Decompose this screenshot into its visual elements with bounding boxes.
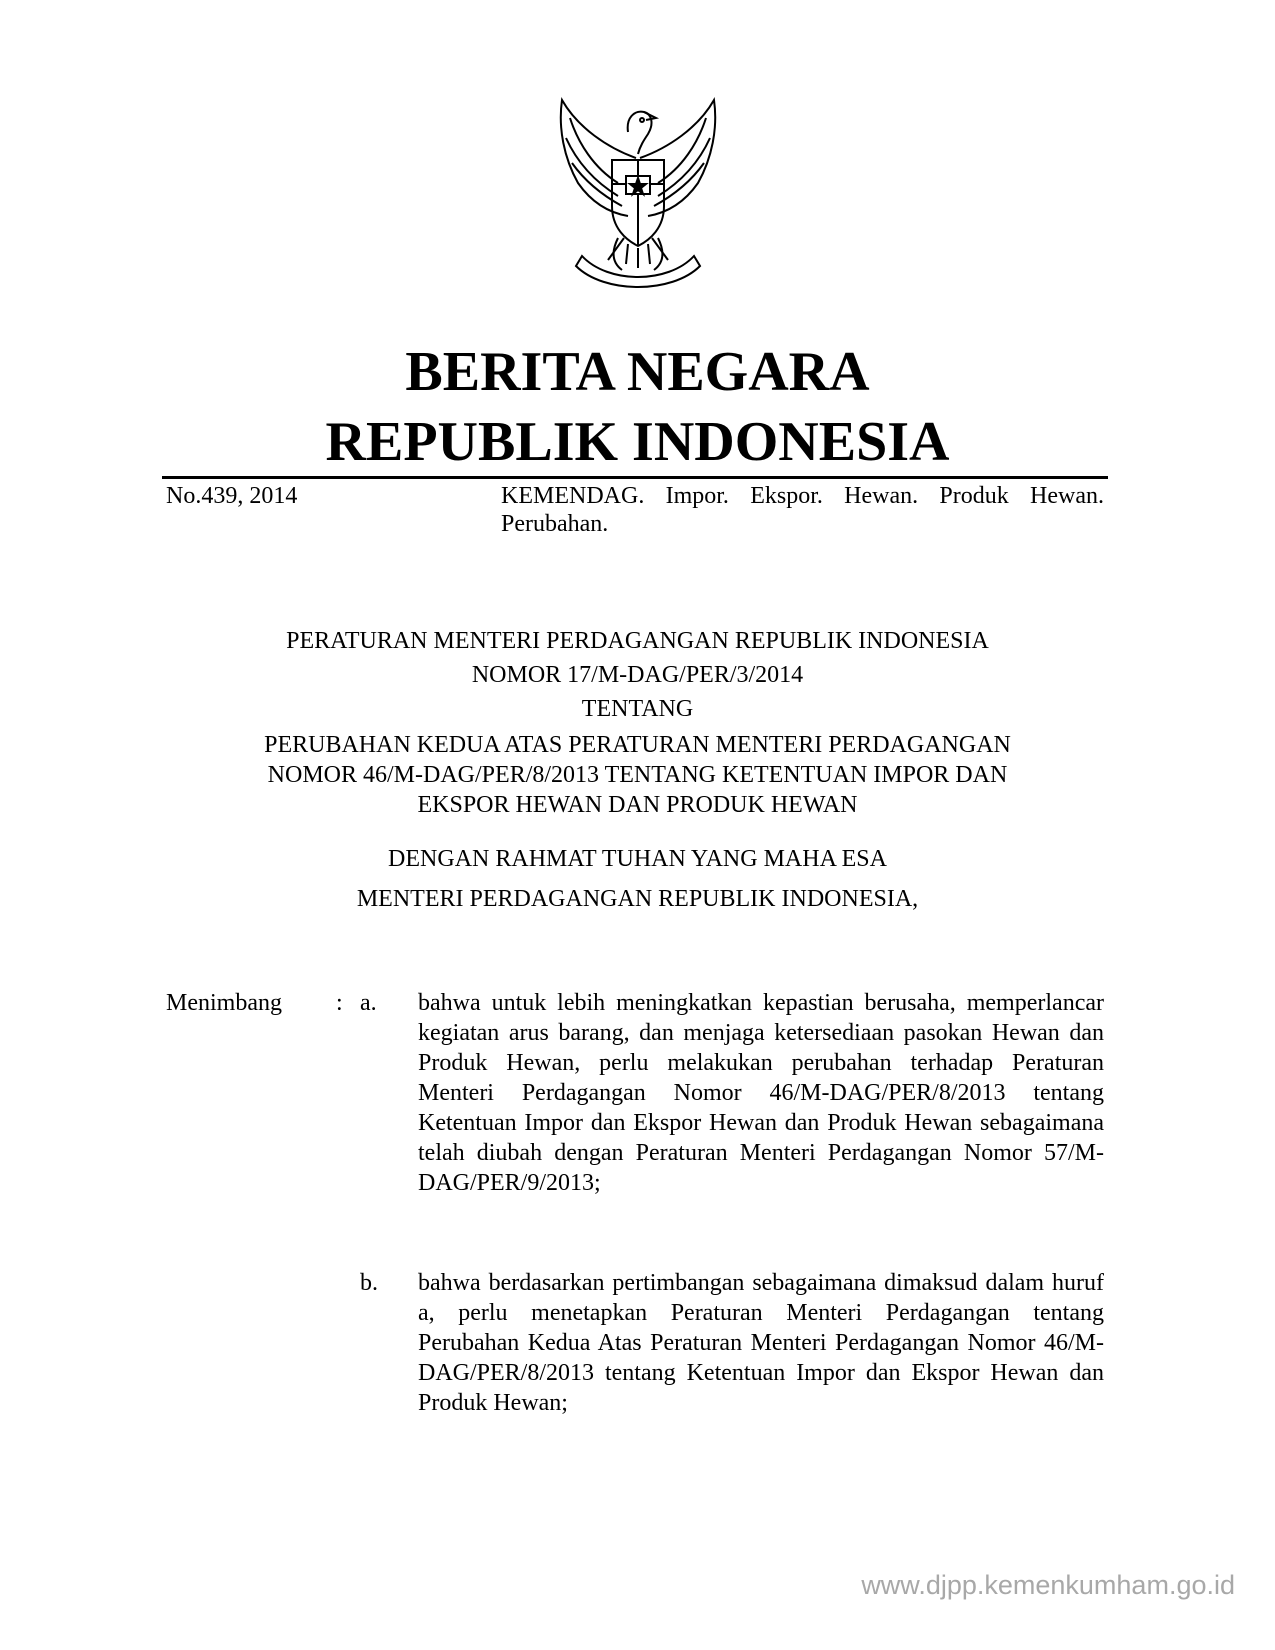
regulation-title: PERATURAN MENTERI PERDAGANGAN REPUBLIK INDONESIA (286, 628, 989, 654)
considerations-colon: : (336, 990, 343, 1016)
preamble-line2: MENTERI PERDAGANGAN REPUBLIK INDONESIA, (356, 886, 919, 912)
subject-keywords: KEMENDAG. Impor. Ekspor. Hewan. Produk Hewan. Perubahan. (501, 483, 1104, 537)
consideration-text-a: bahwa untuk lebih meningkatkan kepastian berusaha, memperlancar kegiatan arus barang, dan menjaga ketersediaan pasokan Hewan dan Produk Hewan, perlu melakukan perubahan terhadap Peraturan Menteri Perdagangan Nomor 46/M-DAG/PER/8/2013 tentang Ketentuan Impor dan Ekspor Hewan dan Produk Hewan sebagaimana telah diubah dengan Peraturan Menteri Perdagangan Nomor 57/M-DAG/PER/9/2013; (418, 990, 1104, 1196)
regulation-subject-line1: PERUBAHAN KEDUA ATAS PERATURAN MENTERI PERDAGANGAN (264, 732, 1011, 758)
header-divider (162, 476, 1108, 479)
regulation-subject-line3: EKSPOR HEWAN DAN PRODUK HEWAN (417, 792, 858, 818)
consideration-marker-b: b. (360, 1270, 378, 1296)
regulation-number: NOMOR 17/M-DAG/PER/3/2014 (471, 662, 804, 688)
garuda-emblem-icon (548, 88, 728, 288)
watermark-url: www.djpp.kemenkumham.go.id (861, 1570, 1235, 1600)
regulation-tentang: TENTANG (581, 696, 694, 722)
masthead-title-line1: BERITA NEGARA (405, 341, 870, 403)
preamble-line1: DENGAN RAHMAT TUHAN YANG MAHA ESA (388, 846, 887, 872)
regulation-subject-line2: NOMOR 46/M-DAG/PER/8/2013 TENTANG KETENTUAN IMPOR DAN (267, 762, 1008, 788)
masthead-title-line2: REPUBLIK INDONESIA (325, 411, 950, 473)
consideration-text-b: bahwa berdasarkan pertimbangan sebagaimana dimaksud dalam huruf a, perlu menetapkan Peraturan Menteri Perdagangan tentang Perubahan Kedua Atas Peraturan Menteri Perdagangan Nomor 46/M-DAG/PER/8/2013 tentang Ketentuan Impor dan Ekspor Hewan dan Produk Hewan; (418, 1270, 1104, 1416)
considerations-label: Menimbang (166, 990, 282, 1016)
consideration-marker-a: a. (360, 990, 377, 1016)
issue-number: No.439, 2014 (166, 483, 298, 509)
